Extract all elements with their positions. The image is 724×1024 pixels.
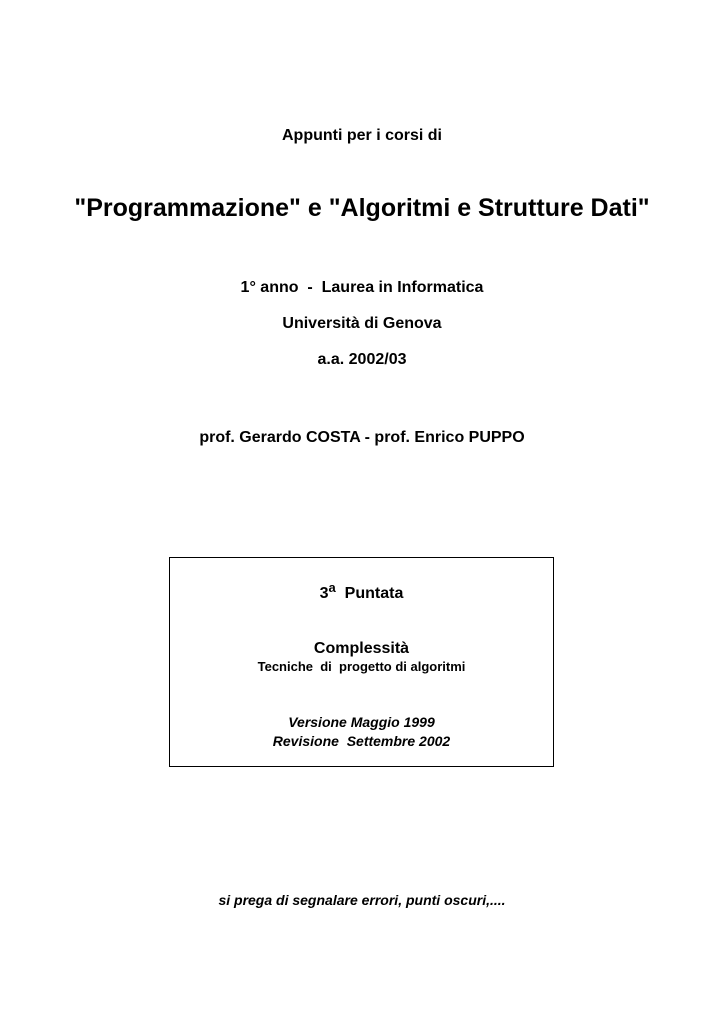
footer-note: si prega di segnalare errori, punti oscuri,.... [218, 892, 506, 908]
university-name: Università di Genova [282, 315, 442, 332]
installment-label: Puntata [344, 585, 404, 602]
installment-heading [170, 580, 553, 603]
subtopic-title: Tecniche di progetto di algoritmi [257, 659, 466, 674]
installment-number: 3 [319, 585, 329, 602]
academic-year: a.a. 2002/03 [317, 351, 407, 368]
installment-box [169, 557, 554, 767]
topic-title: Complessità [313, 640, 410, 657]
revision-note: Revisione Settembre 2002 [272, 733, 451, 749]
document-title: "Programmazione" e "Algoritmi e Strutture Dati" [74, 194, 650, 222]
version-note: Versione Maggio 1999 [288, 714, 435, 730]
cover-subtitle: Appunti per i corsi di [281, 127, 442, 144]
year-course-line: 1° anno - Laurea in Informatica [240, 279, 484, 296]
professors-line: prof. Gerardo COSTA - prof. Enrico PUPPO [199, 429, 525, 446]
installment-ordinal-suffix: a [328, 580, 336, 595]
